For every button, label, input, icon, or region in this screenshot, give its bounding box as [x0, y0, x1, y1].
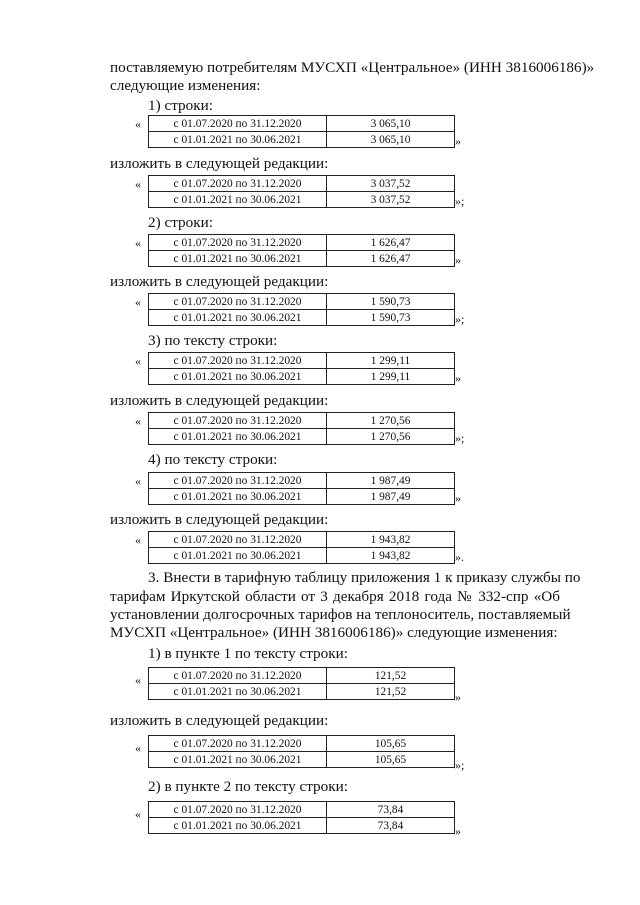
- open-quote: «: [135, 474, 141, 488]
- period-cell: с 01.07.2020 по 31.12.2020: [149, 353, 327, 369]
- table-row: [149, 736, 455, 752]
- value-cell: 3 065,10: [327, 116, 455, 132]
- table-row: [149, 353, 455, 369]
- replace-label: изложить в следующей редакции:: [110, 392, 329, 409]
- period-cell: с 01.07.2020 по 31.12.2020: [149, 736, 327, 752]
- table-row: [149, 668, 455, 684]
- close-quote: »;: [455, 758, 465, 772]
- tariff-table-2: [148, 175, 455, 208]
- item-4-label: 4) по тексту строки:: [148, 451, 278, 468]
- value-cell: 1 943,82: [327, 548, 455, 564]
- period-cell: с 01.01.2021 по 30.06.2021: [149, 310, 327, 326]
- open-quote: «: [135, 673, 141, 687]
- value-cell: 3 065,10: [327, 132, 455, 148]
- table-row: [149, 251, 455, 267]
- close-quote: »: [455, 253, 461, 267]
- section-3-line-2: тарифам Иркутской области от 3 декабря 2018 года № 332-спр «Об: [110, 588, 560, 605]
- item-1-label: 1) строки:: [148, 97, 213, 114]
- table-row: [149, 429, 455, 445]
- value-cell: 1 270,56: [327, 413, 455, 429]
- value-cell: 1 590,73: [327, 294, 455, 310]
- item-2-label: 2) строки:: [148, 214, 213, 231]
- table-row: [149, 369, 455, 385]
- open-quote: «: [135, 177, 141, 191]
- table-row: [149, 116, 455, 132]
- replace-label: изложить в следующей редакции:: [110, 273, 329, 290]
- value-cell: 121,52: [327, 684, 455, 700]
- tariff-table-4: [148, 293, 455, 326]
- table-row: [149, 818, 455, 834]
- tariff-table-9: [148, 667, 455, 700]
- period-cell: с 01.01.2021 по 30.06.2021: [149, 818, 327, 834]
- tariff-table-10: [148, 735, 455, 768]
- period-cell: с 01.07.2020 по 31.12.2020: [149, 668, 327, 684]
- period-cell: с 01.01.2021 по 30.06.2021: [149, 369, 327, 385]
- close-quote: »: [455, 134, 461, 148]
- intro-line-1: поставляемую потребителям МУСХП «Центральное» (ИНН 3816006186)»: [110, 59, 595, 76]
- period-cell: с 01.07.2020 по 31.12.2020: [149, 532, 327, 548]
- value-cell: 1 987,49: [327, 473, 455, 489]
- section-3-line-4: МУСХП «Центральное» (ИНН 3816006186)» следующие изменения:: [110, 624, 558, 641]
- period-cell: с 01.07.2020 по 31.12.2020: [149, 235, 327, 251]
- period-cell: с 01.07.2020 по 31.12.2020: [149, 473, 327, 489]
- tariff-table-5: [148, 352, 455, 385]
- tariff-table-1: [148, 115, 455, 148]
- value-cell: 3 037,52: [327, 192, 455, 208]
- open-quote: «: [135, 354, 141, 368]
- value-cell: 105,65: [327, 736, 455, 752]
- value-cell: 1 626,47: [327, 251, 455, 267]
- tariff-table-3: [148, 234, 455, 267]
- table-row: [149, 802, 455, 818]
- open-quote: «: [135, 741, 141, 755]
- value-cell: 3 037,52: [327, 176, 455, 192]
- section-3-line-3: установлении долгосрочных тарифов на теплоноситель, поставляемый: [110, 606, 571, 623]
- open-quote: «: [135, 236, 141, 250]
- point-1-label: 1) в пункте 1 по тексту строки:: [148, 645, 348, 662]
- value-cell: 1 626,47: [327, 235, 455, 251]
- tariff-table-8: [148, 531, 455, 564]
- tariff-table-11: [148, 801, 455, 834]
- value-cell: 1 987,49: [327, 489, 455, 505]
- value-cell: 1 943,82: [327, 532, 455, 548]
- period-cell: с 01.01.2021 по 30.06.2021: [149, 684, 327, 700]
- table-row: [149, 310, 455, 326]
- value-cell: 121,52: [327, 668, 455, 684]
- value-cell: 105,65: [327, 752, 455, 768]
- close-quote: »: [455, 371, 461, 385]
- period-cell: с 01.01.2021 по 30.06.2021: [149, 192, 327, 208]
- close-quote: »: [455, 690, 461, 704]
- period-cell: с 01.07.2020 по 31.12.2020: [149, 176, 327, 192]
- period-cell: с 01.07.2020 по 31.12.2020: [149, 294, 327, 310]
- tariff-table-6: [148, 412, 455, 445]
- open-quote: «: [135, 414, 141, 428]
- period-cell: с 01.07.2020 по 31.12.2020: [149, 116, 327, 132]
- period-cell: с 01.01.2021 по 30.06.2021: [149, 489, 327, 505]
- close-quote: »;: [455, 431, 465, 445]
- period-cell: с 01.07.2020 по 31.12.2020: [149, 413, 327, 429]
- value-cell: 1 590,73: [327, 310, 455, 326]
- value-cell: 1 299,11: [327, 369, 455, 385]
- open-quote: «: [135, 117, 141, 131]
- table-row: [149, 489, 455, 505]
- period-cell: с 01.07.2020 по 31.12.2020: [149, 802, 327, 818]
- table-row: [149, 132, 455, 148]
- period-cell: с 01.01.2021 по 30.06.2021: [149, 429, 327, 445]
- period-cell: с 01.01.2021 по 30.06.2021: [149, 132, 327, 148]
- point-2-label: 2) в пункте 2 по тексту строки:: [148, 778, 348, 795]
- table-row: [149, 548, 455, 564]
- period-cell: с 01.01.2021 по 30.06.2021: [149, 752, 327, 768]
- value-cell: 1 299,11: [327, 353, 455, 369]
- item-3-label: 3) по тексту строки:: [148, 332, 278, 349]
- close-quote: »: [455, 491, 461, 505]
- close-quote: »;: [455, 312, 465, 326]
- table-row: [149, 752, 455, 768]
- table-row: [149, 413, 455, 429]
- table-row: [149, 192, 455, 208]
- open-quote: «: [135, 295, 141, 309]
- period-cell: с 01.01.2021 по 30.06.2021: [149, 251, 327, 267]
- table-row: [149, 235, 455, 251]
- close-quote: »;: [455, 194, 465, 208]
- table-row: [149, 532, 455, 548]
- section-3-line-1: 3. Внести в тарифную таблицу приложения 1 к приказу службы по: [148, 569, 581, 586]
- open-quote: «: [135, 807, 141, 821]
- tariff-table-7: [148, 472, 455, 505]
- close-quote: »: [455, 824, 461, 838]
- replace-label: изложить в следующей редакции:: [110, 155, 329, 172]
- value-cell: 73,84: [327, 818, 455, 834]
- replace-label: изложить в следующей редакции:: [110, 712, 329, 729]
- value-cell: 1 270,56: [327, 429, 455, 445]
- table-row: [149, 473, 455, 489]
- intro-line-2: следующие изменения:: [110, 77, 261, 94]
- table-row: [149, 684, 455, 700]
- value-cell: 73,84: [327, 802, 455, 818]
- open-quote: «: [135, 533, 141, 547]
- table-row: [149, 176, 455, 192]
- replace-label: изложить в следующей редакции:: [110, 511, 329, 528]
- period-cell: с 01.01.2021 по 30.06.2021: [149, 548, 327, 564]
- close-quote: ».: [455, 550, 464, 564]
- table-row: [149, 294, 455, 310]
